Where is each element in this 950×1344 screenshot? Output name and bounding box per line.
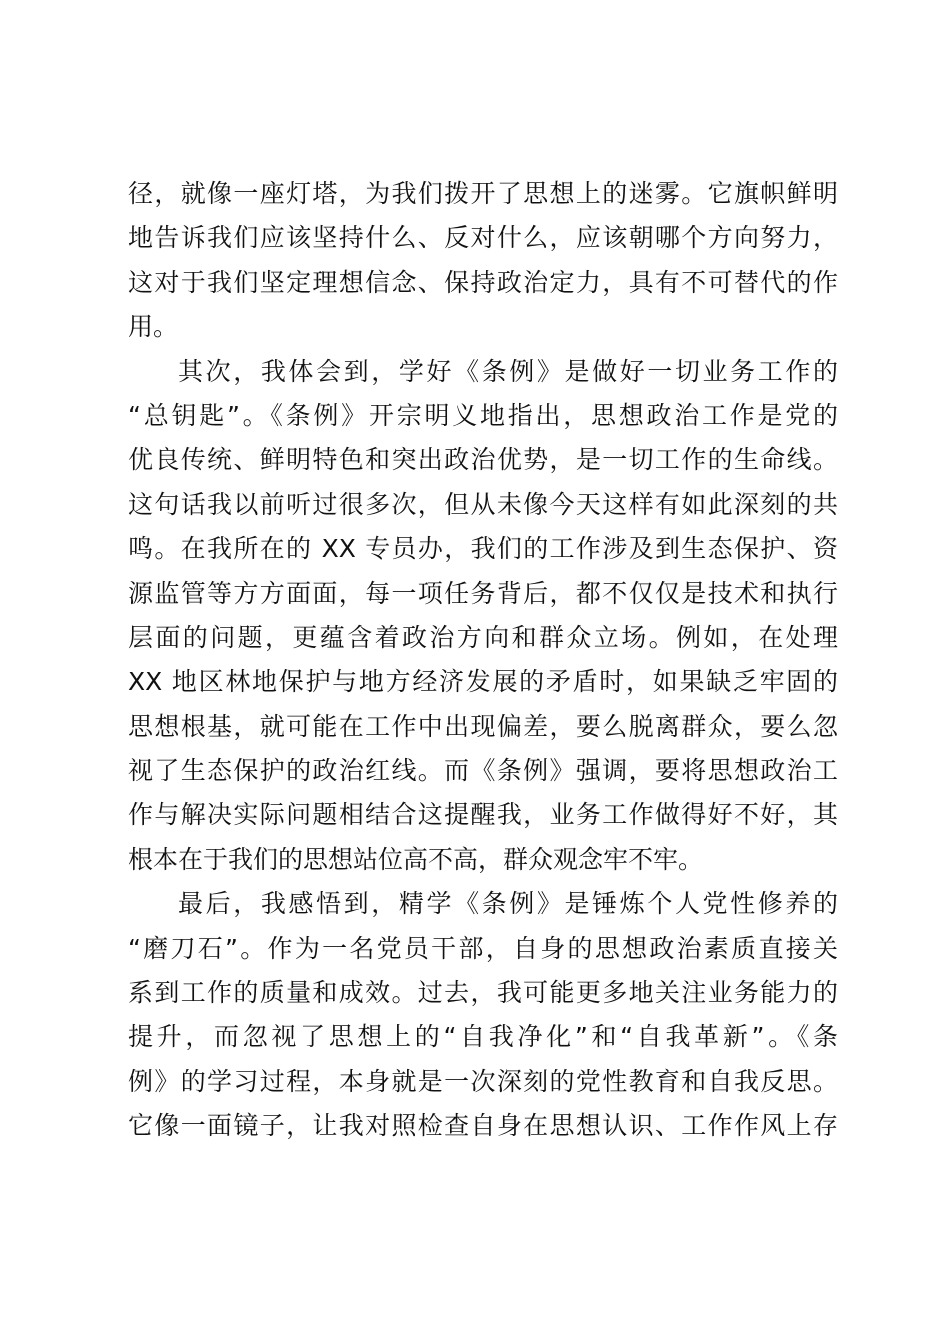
text-line: 思想根基，就可能在工作中出现偏差，要么脱离群众，要么忽 (128, 711, 838, 741)
text-line: 根本在于我们的思想站位高不高，群众观念牢不牢。 (128, 844, 704, 874)
text-line: 层面的问题，更蕴含着政治方向和群众立场。例如，在处理 (128, 622, 838, 652)
body-text (128, 172, 838, 1149)
text-line: XX 地区林地保护与地方经济发展的矛盾时，如果缺乏牢固的 (128, 667, 838, 697)
text-line: 系到工作的质量和成效。过去，我可能更多地关注业务能力的 (128, 978, 838, 1008)
text-line: “磨刀石”。作为一名党员干部，自身的思想政治素质直接关 (128, 933, 838, 963)
paragraph-start-line: 其次，我体会到，学好《条例》是做好一切业务工作的 (178, 356, 838, 386)
text-line: 这句话我以前听过很多次，但从未像今天这样有如此深刻的共 (128, 489, 838, 519)
text-line: 它像一面镜子，让我对照检查自身在思想认识、工作作风上存 (128, 1111, 838, 1141)
text-line: 例》的学习过程，本身就是一次深刻的党性教育和自我反思。 (128, 1066, 838, 1096)
text-line: “总钥匙”。《条例》开宗明义地指出，思想政治工作是党的 (128, 400, 838, 430)
text-line: 提升，而忽视了思想上的“自我净化”和“自我革新”。《条 (128, 1022, 838, 1052)
text-line: 径，就像一座灯塔，为我们拨开了思想上的迷雾。它旗帜鲜明 (128, 179, 838, 208)
text-line: 用。 (128, 312, 179, 342)
text-line: 这对于我们坚定理想信念、保持政治定力，具有不可替代的作 (128, 267, 838, 297)
text-line: 视了生态保护的政治红线。而《条例》强调，要将思想政治工 (128, 756, 838, 786)
text-line: 优良传统、鲜明特色和突出政治优势，是一切工作的生命线。 (128, 445, 838, 475)
text-line: 鸣。在我所在的 XX 专员办，我们的工作涉及到生态保护、资 (128, 534, 838, 564)
paragraph-start-line: 最后，我感悟到，精学《条例》是锤炼个人党性修养的 (178, 889, 838, 919)
text-line: 作与解决实际问题相结合这提醒我，业务工作做得好不好，其 (128, 800, 838, 830)
text-line: 地告诉我们应该坚持什么、反对什么，应该朝哪个方向努力， (128, 223, 838, 253)
text-line: 源监管等方方面面，每一项任务背后，都不仅仅是技术和执行 (128, 578, 838, 608)
